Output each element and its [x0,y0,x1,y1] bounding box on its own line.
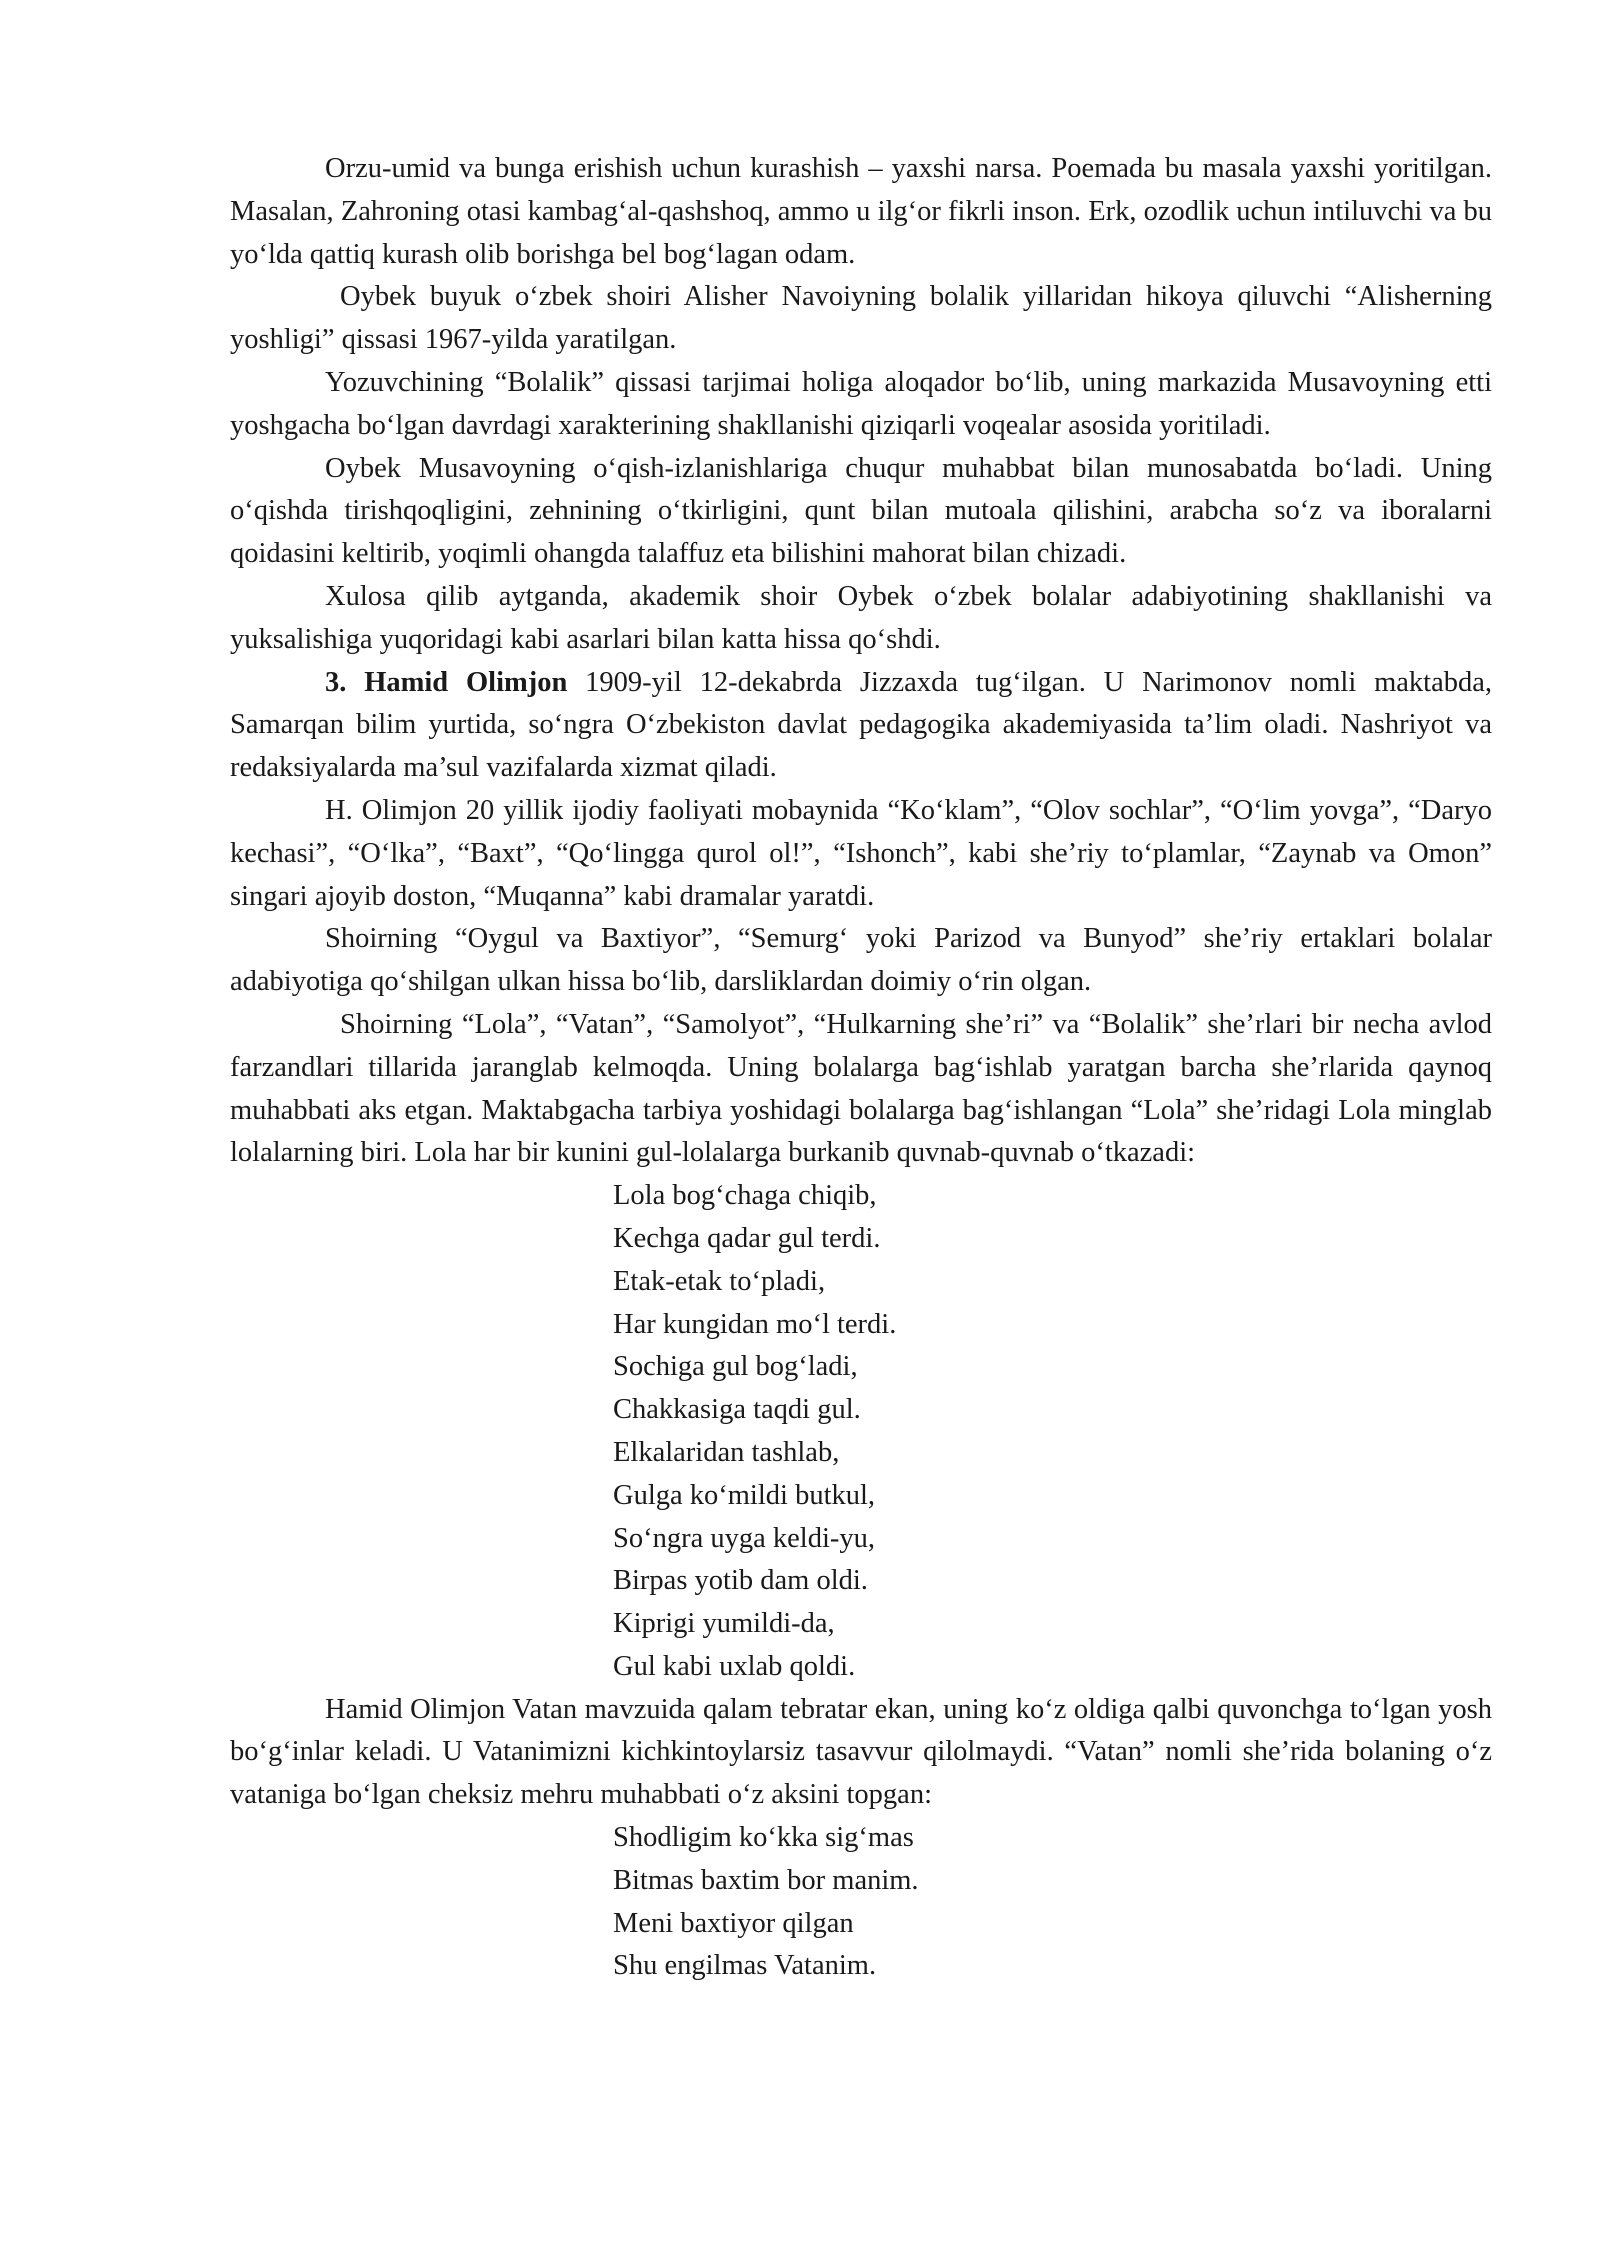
paragraph-orzu-umid: Orzu-umid va bunga erishish uchun kurashish – yaxshi narsa. Poemada bu masala yaxshi yoritilgan. Masalan, Zahroning otasi kambag‘al-qashshoq, ammo u ilg‘or fikrli inson. Erk, ozodlik uchun intiluvchi va bu yo‘lda qattiq kurash olib borishga bel bog‘lagan odam. [230,153,1492,270]
poem-line: Kechga qadar gul terdi. [613,1222,881,1254]
poem-line: Lola bog‘chaga chiqib, [613,1180,877,1212]
paragraph-lola-sheri: Shoirning “Lola”, “Vatan”, “Samolyot”, “Hulkarning she’ri” va “Bolalik” she’rlari bir necha avlod farzandlari tillarida jaranglab kelmoqda. Uning bolalarga bag‘ishlab yaratgan barcha she’rlarida qaynoq muhabbati aks etgan. Maktabgacha tarbiya yoshidagi bolalarga bag‘ishlangan “Lola” she’ridagi Lola minglab lolalarning biri. Lola har bir kunini gul-lolalarga burkanib quvnab-quvnab o‘tkazadi: [230,1008,1492,1169]
paragraph-bolalik-qissasi: Yozuvchining “Bolalik” qissasi tarjimai holiga aloqador bo‘lib, uning markazida Musavoyning etti yoshgacha bo‘lgan davrdagi xarakterining shakllanishi qiziqarli voqealar asosida yoritiladi. [230,366,1492,441]
poem-line: Meni baxtiyor qilgan [613,1907,854,1939]
poem-line: So‘ngra uyga keldi-yu, [613,1522,875,1554]
poem-line: Elkalaridan tashlab, [613,1436,840,1468]
poem-line: Kiprigi yumildi-da, [613,1608,835,1640]
paragraph-ijodiy-faoliyat: H. Olimjon 20 yillik ijodiy faoliyati mobaynida “Ko‘klam”, “Olov sochlar”, “O‘lim yovga”, “Daryo kechasi”, “O‘lka”, “Baxt”, “Qo‘lingga qurol ol!”, “Ishonch”, kabi she’riy to‘plamlar, “Zaynab va Omon” singari ajoyib doston, “Muqanna” kabi dramalar yaratdi. [230,794,1492,912]
paragraph-xulosa: Xulosa qilib aytganda, akademik shoir Oybek o‘zbek bolalar adabiyotining shakllanishi va yuksalishiga yuqoridagi kabi asarlari bilan katta hissa qo‘shdi. [230,580,1492,655]
paragraph-musavoy-oqish: Oybek Musavoyning o‘qish-izlanishlariga chuqur muhabbat bilan munosabatda bo‘ladi. Uning o‘qishda tirishqoqligini, zehnining o‘tkirligini, qunt bilan mutoala qilishini, arabcha so‘z va iboralarni qoidasini keltirib, yoqimli ohangda talaffuz eta bilishini mahorat bilan chizadi. [230,452,1492,570]
poem-line: Bitmas baxtim bor manim. [613,1864,919,1896]
poem-line: Gulga ko‘mildi butkul, [613,1479,876,1511]
paragraph-vatan-mavzui: Hamid Olimjon Vatan mavzuida qalam tebratar ekan, uning ko‘z oldiga qalbi quvonchga to‘lgan yosh bo‘g‘inlar keladi. U Vatanimizni kichkintoylarsiz tasavvur qilolmaydi. “Vatan” nomli she’rida bolaning o‘z vataniga bo‘lgan cheksiz mehru muhabbati o‘z aksini topgan: [230,1693,1492,1811]
poem-line: Shodligim ko‘kka sig‘mas [613,1822,914,1854]
document-page [230,148,1492,1988]
poem-line: Etak-etak to‘pladi, [613,1265,826,1297]
poem-line: Chakkasiga taqdi gul. [613,1394,861,1426]
section-heading: 3. Hamid Olimjon [325,666,568,698]
poem-line: Sochiga gul bog‘ladi, [613,1351,858,1383]
paragraph-alisher-yoshligi: Oybek buyuk o‘zbek shoiri Alisher Navoiyning bolalik yillaridan hikoya qiluvchi “Alisherning yoshligi” qissasi 1967-yilda yaratilgan. [230,281,1492,356]
paragraph-sheriy-ertaklar: Shoirning “Oygul va Baxtiyor”, “Semurg‘ yoki Parizod va Bunyod” she’riy ertaklari bolalar adabiyotiga qo‘shilgan ulkan hissa bo‘lib, darsliklardan doimiy o‘rin olgan. [230,923,1492,998]
poem-line: Har kungidan mo‘l terdi. [613,1308,897,1340]
poem-line: Shu engilmas Vatanim. [613,1950,877,1982]
section-hamid-olimjon [230,662,1492,790]
poem-line: Gul kabi uxlab qoldi. [613,1650,856,1682]
section-text: 1909-yil 12-dekabrda Jizzaxda tug‘ilgan. U Narimonov nomli maktabda, Samarqan bilim yurtida, so‘ngra O‘zbekiston davlat pedagogika akademiyasida ta’lim oladi. Nashriyot va redaksiyalarda ma’sul vazifalarda xizmat qiladi. [230,666,1492,784]
poem-line: Birpas yotib dam oldi. [613,1565,868,1597]
poem-vatan [230,1817,1492,1988]
poem-lola [230,1175,1492,1689]
